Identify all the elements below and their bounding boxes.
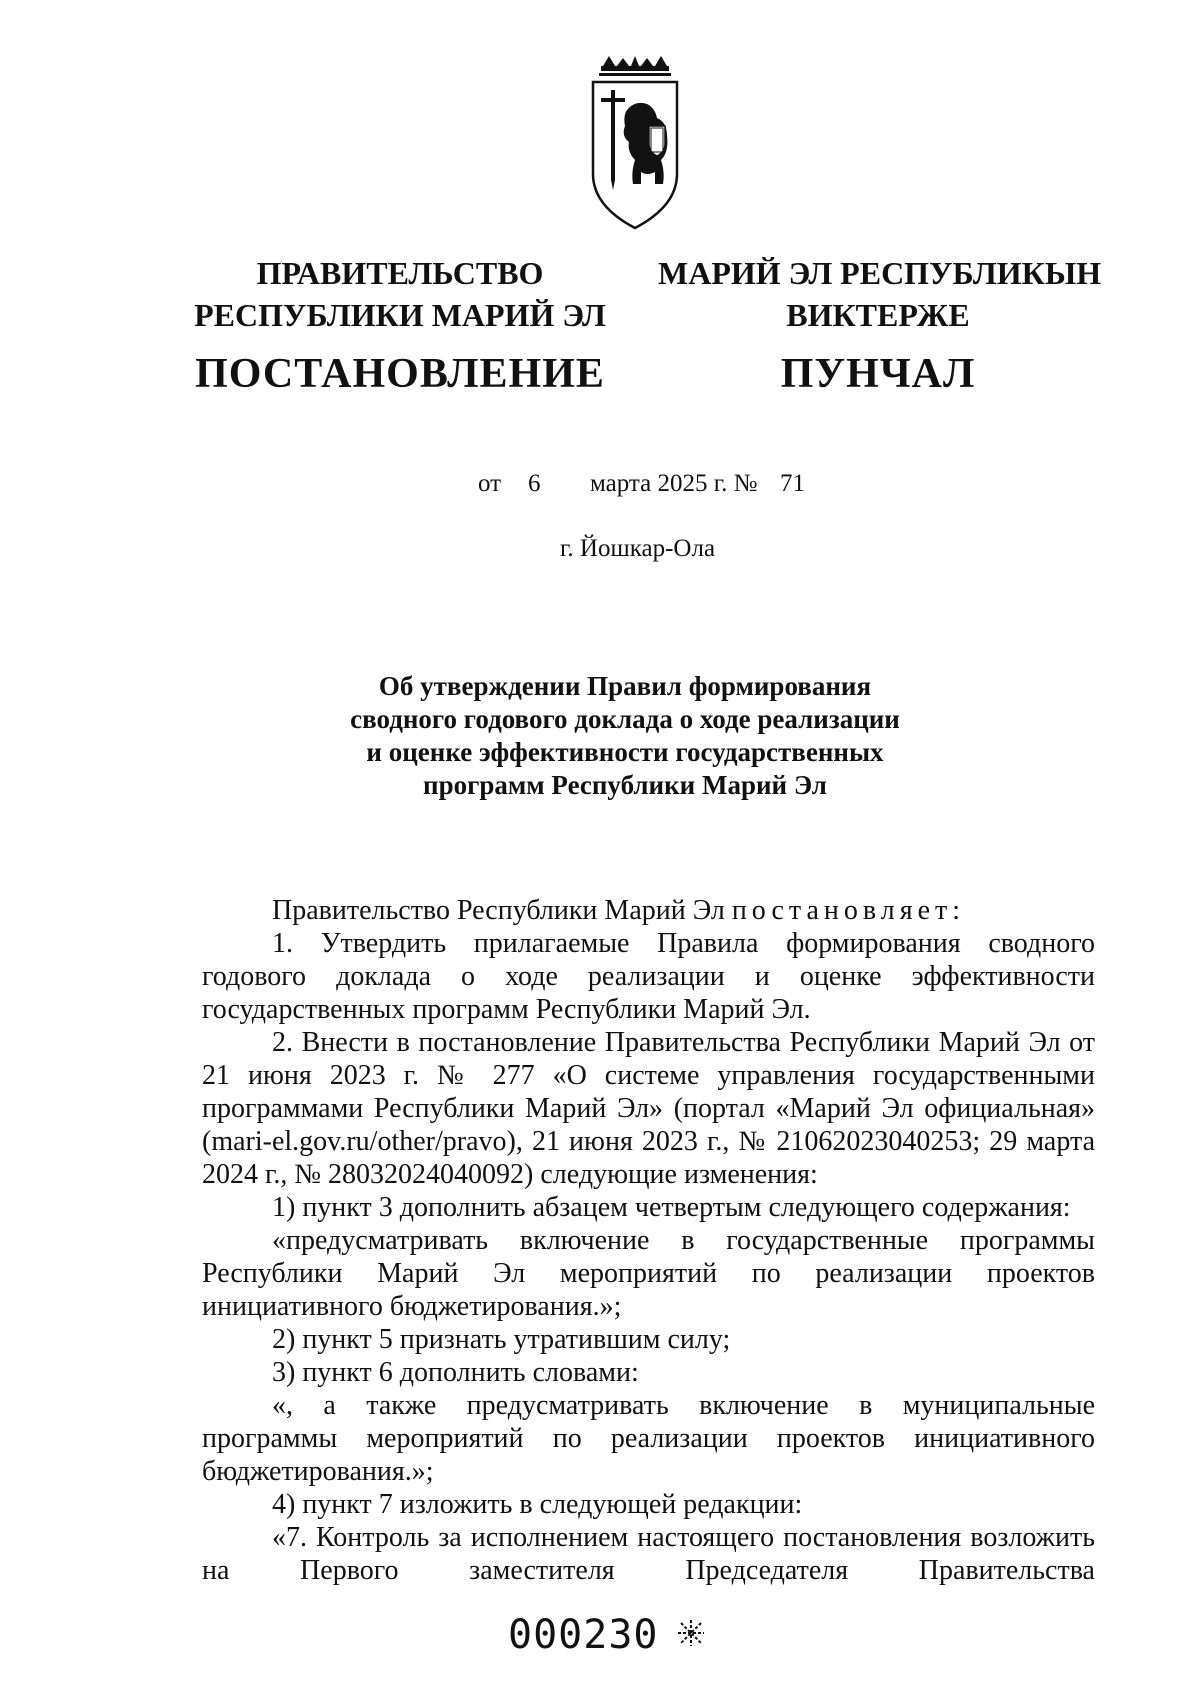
body-paragraph: 2. Внести в постановление Правительства Республики Марий Эл от 21 июня 2023 г. № 277 «О системе управления государственными программами Республики Марий Эл» (портал «Марий Эл официальная» (mari-el.gov.ru/other/pravo), 21 июня 2023 г., № 21062023040253; 29 марта 2024 г., № 28032024040092) следующие изменения: bbox=[202, 1027, 1095, 1190]
title-line: Об утверждении Правил формирования bbox=[378, 671, 872, 701]
body-paragraph: 1) пункт 3 дополнить абзацем четвертым следующего содержания: bbox=[272, 1192, 1071, 1223]
org-header-left bbox=[180, 252, 620, 398]
date-day: 6 bbox=[528, 470, 541, 497]
org-name-line1: ПРАВИТЕЛЬСТВО bbox=[256, 255, 544, 291]
org-name-line2-mari: ВИКТЕРЖЕ bbox=[786, 297, 970, 333]
coat-of-arms-icon bbox=[587, 56, 683, 232]
org-name-line1-mari: МАРИЙ ЭЛ РЕСПУБЛИКЫН bbox=[658, 255, 1102, 291]
document-number: 71 bbox=[780, 470, 805, 497]
org-header-right bbox=[658, 252, 1102, 398]
org-name-line2: РЕСПУБЛИКИ МАРИЙ ЭЛ bbox=[194, 297, 606, 333]
body-paragraph: 1. Утвердить прилагаемые Правила формирования сводного годового доклада о ходе реализации и оценке эффективности государственных программ Республики Марий Эл. bbox=[202, 928, 1095, 1025]
document-type: ПОСТАНОВЛЕНИЕ bbox=[195, 351, 605, 397]
asterisk-mark-icon bbox=[676, 1618, 706, 1648]
document-title bbox=[250, 670, 1000, 802]
document-body bbox=[202, 894, 1095, 1587]
document-type-mari: ПУНЧАЛ bbox=[780, 351, 976, 397]
body-paragraph: 4) пункт 7 изложить в следующей редакции: bbox=[272, 1489, 803, 1520]
body-paragraph: «, а также предусматривать включение в муниципальные программы мероприятий по реализации проектов инициативного бюджетирования.»; bbox=[202, 1390, 1095, 1487]
body-intro bbox=[202, 894, 1095, 927]
date-month-year: марта 2025 г. № bbox=[590, 470, 758, 497]
body-paragraph: 2) пункт 5 признать утратившим силу; bbox=[272, 1324, 731, 1355]
title-line: программ Республики Марий Эл bbox=[423, 770, 827, 800]
serial-number: 000230 bbox=[508, 1612, 659, 1658]
intro-text: Правительство Республики Марий Эл bbox=[272, 895, 725, 926]
body-paragraph: «предусматривать включение в государственные программы Республики Марий Эл мероприятий по реализации проектов инициативного бюджетирования.»; bbox=[202, 1225, 1095, 1322]
body-paragraph: «7. Контроль за исполнением настоящего постановления возложить на Первого заместителя Председателя Правительства bbox=[202, 1522, 1095, 1586]
date-from-label: от bbox=[478, 470, 502, 497]
body-paragraph: 3) пункт 6 дополнить словами: bbox=[272, 1357, 639, 1388]
city-name: г. Йошкар-Ола bbox=[560, 535, 716, 562]
title-line: сводного годового доклада о ходе реализации bbox=[350, 704, 900, 734]
title-line: и оценке эффективности государственных bbox=[366, 737, 884, 767]
intro-spaced-word: постановляет: bbox=[731, 895, 966, 926]
